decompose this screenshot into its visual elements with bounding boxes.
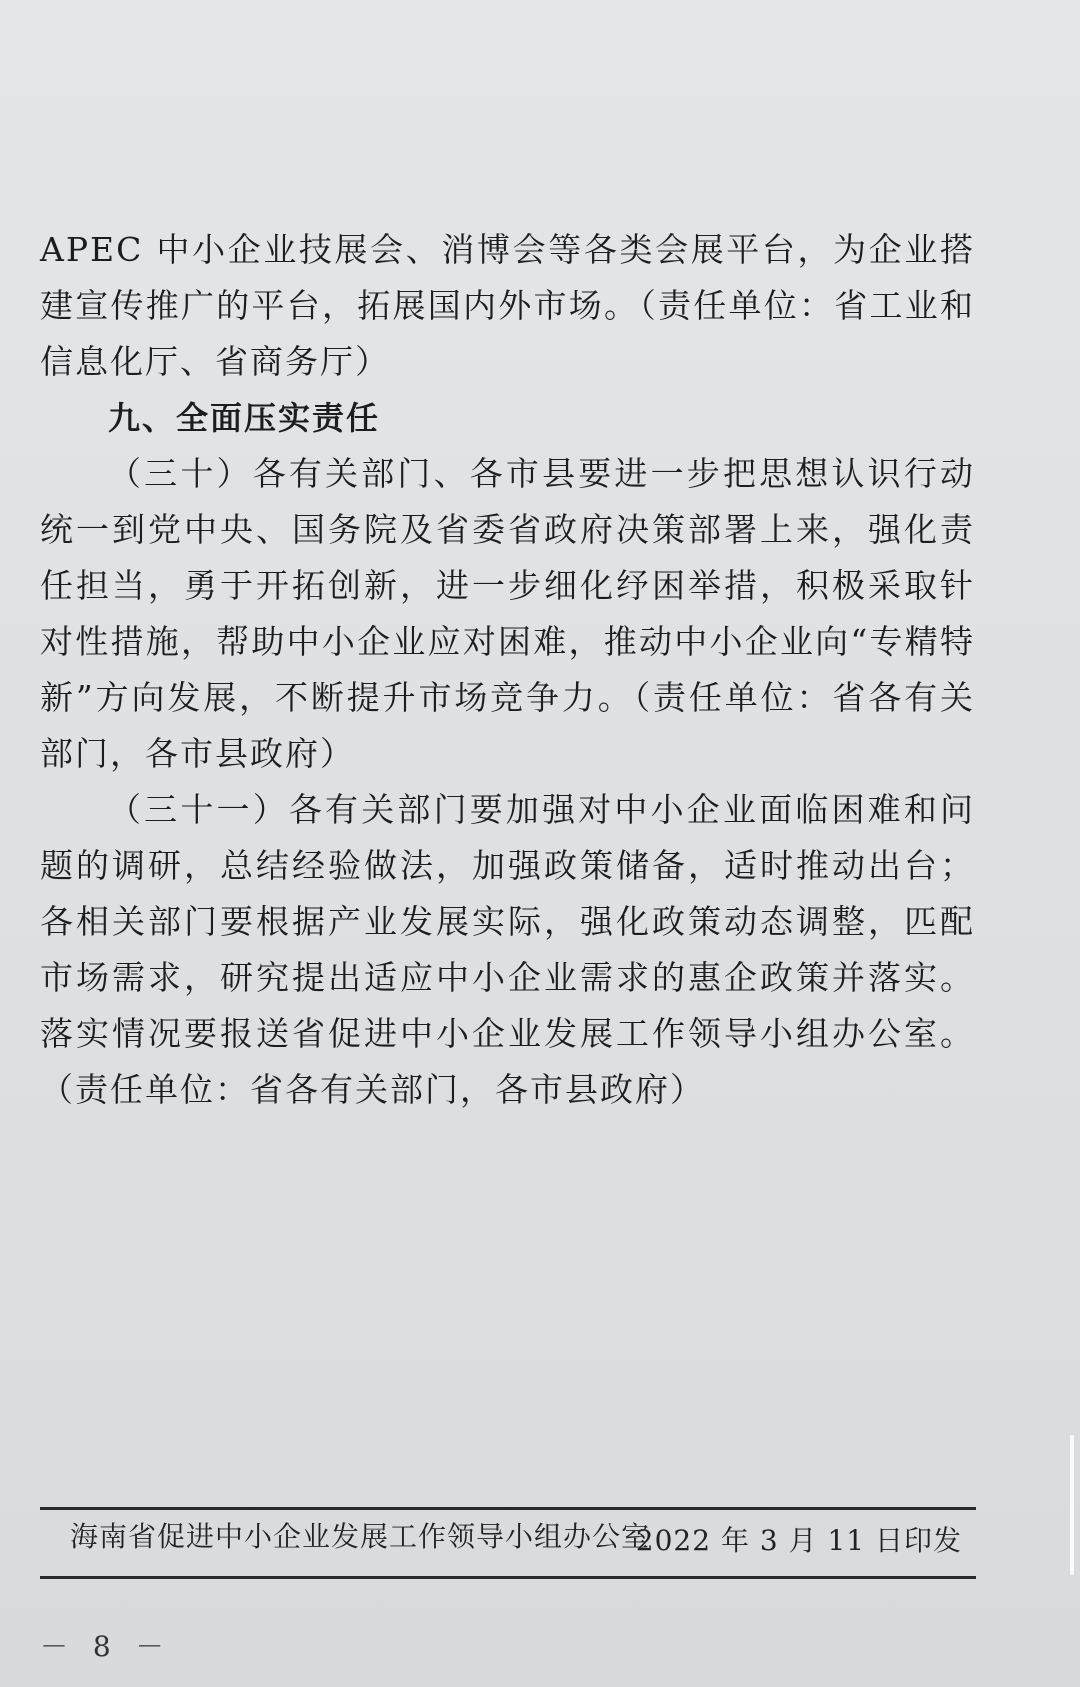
- section-heading: 九、全面压实责任: [108, 399, 381, 437]
- scroll-indicator[interactable]: [1070, 1435, 1074, 1575]
- footer-bottom-rule: [40, 1576, 976, 1579]
- item-thirty: （三十）各有关部门、各市县要进一步把思想认识行动统一到党中央、国务院及省委省政府决策部署上来，强化责任担当，勇于开拓创新，进一步细化纾困举措，积极采取针对性措施，帮助中小企业应对困难，推动中小企业向“专精特新”方向发展，不断提升市场竞争力。（责任单位：省各有关部门，各市县政府）: [40, 454, 975, 773]
- document-body: [40, 222, 975, 1118]
- item-thirty-one: （三十一）各有关部门要加强对中小企业面临困难和问题的调研，总结经验做法，加强政策储备，适时推动出台；各相关部门要根据产业发展实际，强化政策动态调整，匹配市场需求，研究提出适应中小企业需求的惠企政策并落实。落实情况要报送省促进中小企业发展工作领导小组办公室。（责任单位：省各有关部门，各市县政府）: [40, 790, 975, 1109]
- footer-issuer: 海南省促进中小企业发展工作领导小组办公室: [70, 1520, 651, 1553]
- footer-issue-date: 2022 年 3 月 11 日印发: [635, 1524, 962, 1557]
- paragraph-apec-platform: APEC 中小企业技展会、消博会等各类会展平台，为企业搭建宣传推广的平台，拓展国内外市场。（责任单位：省工业和信息化厅、省商务厅）: [40, 230, 975, 381]
- page-number: － 8 －: [40, 1630, 172, 1663]
- footer-top-rule: [40, 1507, 976, 1510]
